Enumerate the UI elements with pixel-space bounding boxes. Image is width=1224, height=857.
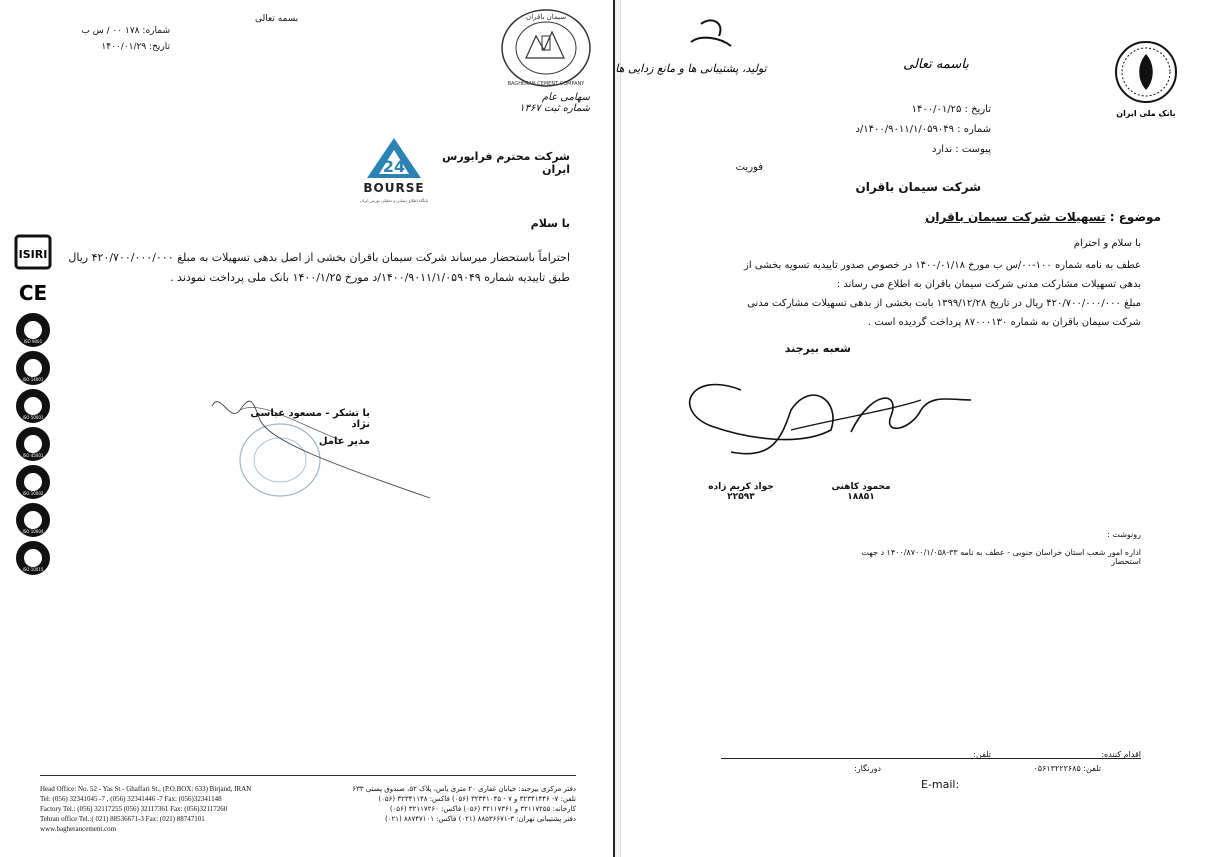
letter-body: عطف به نامه شماره ۱۰۰-۰۰/س ب مورخ ۱۴۰۰/۰۱/۱۸ در خصوص صدور تاییدیه تسویه بخشی از بدهی تسهیلات مشارکت مدنی شرکت سیمان باقران به اطلاع می رساند : مبلغ ۴۲۰/۷۰۰/۰۰۰/۰۰۰ ریال در تاریخ ۱۳۹۹/۱۲/۲۸ بابت بخشی از بدهی تسهیلات مشارکت مدنی شرکت سیمان باقران به شماره ۸۷۰۰۰۱۳۰ پرداخت گردیده است . <box>744 260 1141 328</box>
slogan-calligraphy <box>615 12 767 84</box>
subject-value: تسهیلات شرکت سیمان باقران <box>925 210 1106 224</box>
footer-phone-label: تلفن: <box>973 750 991 759</box>
bank-melli-logo <box>1111 38 1181 122</box>
cert-iso-10015: ISO 10015 <box>22 567 44 572</box>
footer-rule <box>721 758 1141 759</box>
signer-karimzadeh: جواد کریم زاده ۲۲۵۹۳ <box>708 482 774 502</box>
company-seal-logo <box>498 6 594 90</box>
cc-label: رونوشت : <box>1107 530 1141 539</box>
company-website: www.bagherancement.com <box>40 825 117 833</box>
basmala-calligraphy <box>891 44 981 78</box>
cert-iso-45001: ISO 45001 <box>22 453 44 458</box>
cc-text: اداره امور شعب استان خراسان جنوبی - عطف به نامه ۳۳-۱۴۰۰/۸۷۰۰/۱/۰۵۸ د جهت استحضار <box>861 548 1141 566</box>
addressee: شرکت محترم فرابورس ایران <box>442 150 570 176</box>
footer-action-label: اقدام کننده: <box>1101 750 1141 759</box>
seal-text-top: سیمان باقران <box>526 13 566 21</box>
subject-line: موضوع : تسهیلات شرکت سیمان باقران <box>925 210 1161 224</box>
signer-title: مدیر عامل <box>318 436 370 447</box>
footer-email-label: E-mail: <box>921 778 960 791</box>
basmala-text: باسمه تعالی <box>903 57 969 72</box>
recipient: شرکت سیمان باقران <box>855 180 981 194</box>
letter-number: شماره: ۱۷۸ ۰۰ / س ب <box>81 26 170 36</box>
cert-ce-label: CE <box>18 281 48 305</box>
bank-letter-footer <box>721 748 1141 808</box>
svg-text:ISIRI: ISIRI <box>18 248 48 261</box>
letter-number: شماره : ۱۴۰۰/۹۰۱۱/۱/۰۵۹۰۴۹/د <box>855 124 991 135</box>
footer-english: Head Office: No. 52 - Yas St - Ghaffari St., (P.O.BOX: 633) Birjand, IRAN Tel: (056) 32341045 -7 , (056) 32341446 -7 Fax: (056)32341148 Factory Tel.: (056) 32117255 (056) 32117361 Fax: (056)32117260 Tehran office Tel.:( 021) 88536671-3 Fax: (021) 88747101 www.bagherancement.com <box>40 784 305 834</box>
bourse-logo-subtitle: پایگاه اطلاع رسانی و تحلیلی بورس ایران <box>360 198 428 203</box>
slogan-text: تولید، پشتیبانی ها و مانع زدایی ها <box>615 62 767 75</box>
handwritten-signatures <box>671 360 991 480</box>
bourse-logo-text: BOURSE <box>363 181 425 195</box>
signer-kahani: محمود کاهنی ۱۸۸۵۱ <box>831 482 891 502</box>
footer-fax-label: دورنگار: <box>854 764 881 773</box>
bismillah-header: بسمه تعالی <box>255 14 299 24</box>
branch-name: شعبه بیرجند <box>784 342 851 355</box>
seal-text-bottom: BAGHERAN CEMENT COMPANY <box>507 81 585 87</box>
signer-name: با تشکر - مسعود عباسی نژاد <box>250 408 370 430</box>
bourse-logo <box>355 134 433 206</box>
right-letter-page <box>615 0 1224 857</box>
cert-iso-9001: ISO 9001 <box>23 339 43 344</box>
svg-text:24: 24 <box>382 157 406 176</box>
letter-body: احتراماً باستحضار میرساند شرکت سیمان باقران بخشی از اصل بدهی تسهیلات به مبلغ ۴۲۰/۷۰۰/۰۰۰/۰۰۰ ریال طبق تاییدیه شماره ۱۴۰۰/۹۰۱۱/۱/۰۵۹۰۴۹/د مورخ ۱۴۰۰/۱/۲۵ بانک ملی پرداخت نمودند . <box>68 251 570 284</box>
greeting: با سلام <box>530 217 570 230</box>
letterhead-footer <box>40 775 576 848</box>
certification-badges <box>12 232 54 612</box>
cert-iso-10004: ISO 10004 <box>22 529 44 534</box>
company-registration: سهامی عام شماره ثبت ۱۳۶۷ <box>519 92 590 114</box>
bank-name: بانک ملی ایران <box>1116 109 1176 118</box>
letter-date: تاریخ : ۱۴۰۰/۰۱/۲۵ <box>911 104 991 115</box>
letter-date: تاریخ: ۱۴۰۰/۰۱/۲۹ <box>101 42 170 52</box>
greeting: با سلام و احترام <box>1073 238 1141 249</box>
footer-persian: دفتر مرکزی بیرجند: خیابان غفاری ۲۰ متری یاس، پلاک ۵۲، صندوق پستی ۶۳۳ تلفن: ۷- ۳۲۳۴۱۴۴۶ و ۷ - ۳۲۳۴۱۰۴۵ (۰۵۶) فاکس: ۳۲۳۴۱۱۴۸ (۰۵۶) کارخانه: ۳۲۱۱۷۲۵۵ و ۳۲۱۱۷۳۶۱ (۰۵۶) فاکس: ۳۲۱۱۷۲۶۰ (۰۵۶) دفتر پشتیبانی تهران: ۳-۸۸۵۳۶۶۷۱ (۰۲۱) فاکس: ۸۸۷۴۷۱۰۱ (۰۲۱) <box>352 785 576 823</box>
attachment-status: پیوست : ندارد <box>932 144 991 155</box>
urgency-label: فوریت <box>735 162 763 173</box>
cert-iso-50001: ISO 50001 <box>22 415 44 420</box>
footer-phone-value: تلفن: ۰۵۶۱۳۲۲۲۶۸۵ <box>1033 764 1101 773</box>
cert-iso-10002: ISO 10002 <box>22 491 44 496</box>
cert-iso-14001: ISO 14001 <box>22 377 44 382</box>
